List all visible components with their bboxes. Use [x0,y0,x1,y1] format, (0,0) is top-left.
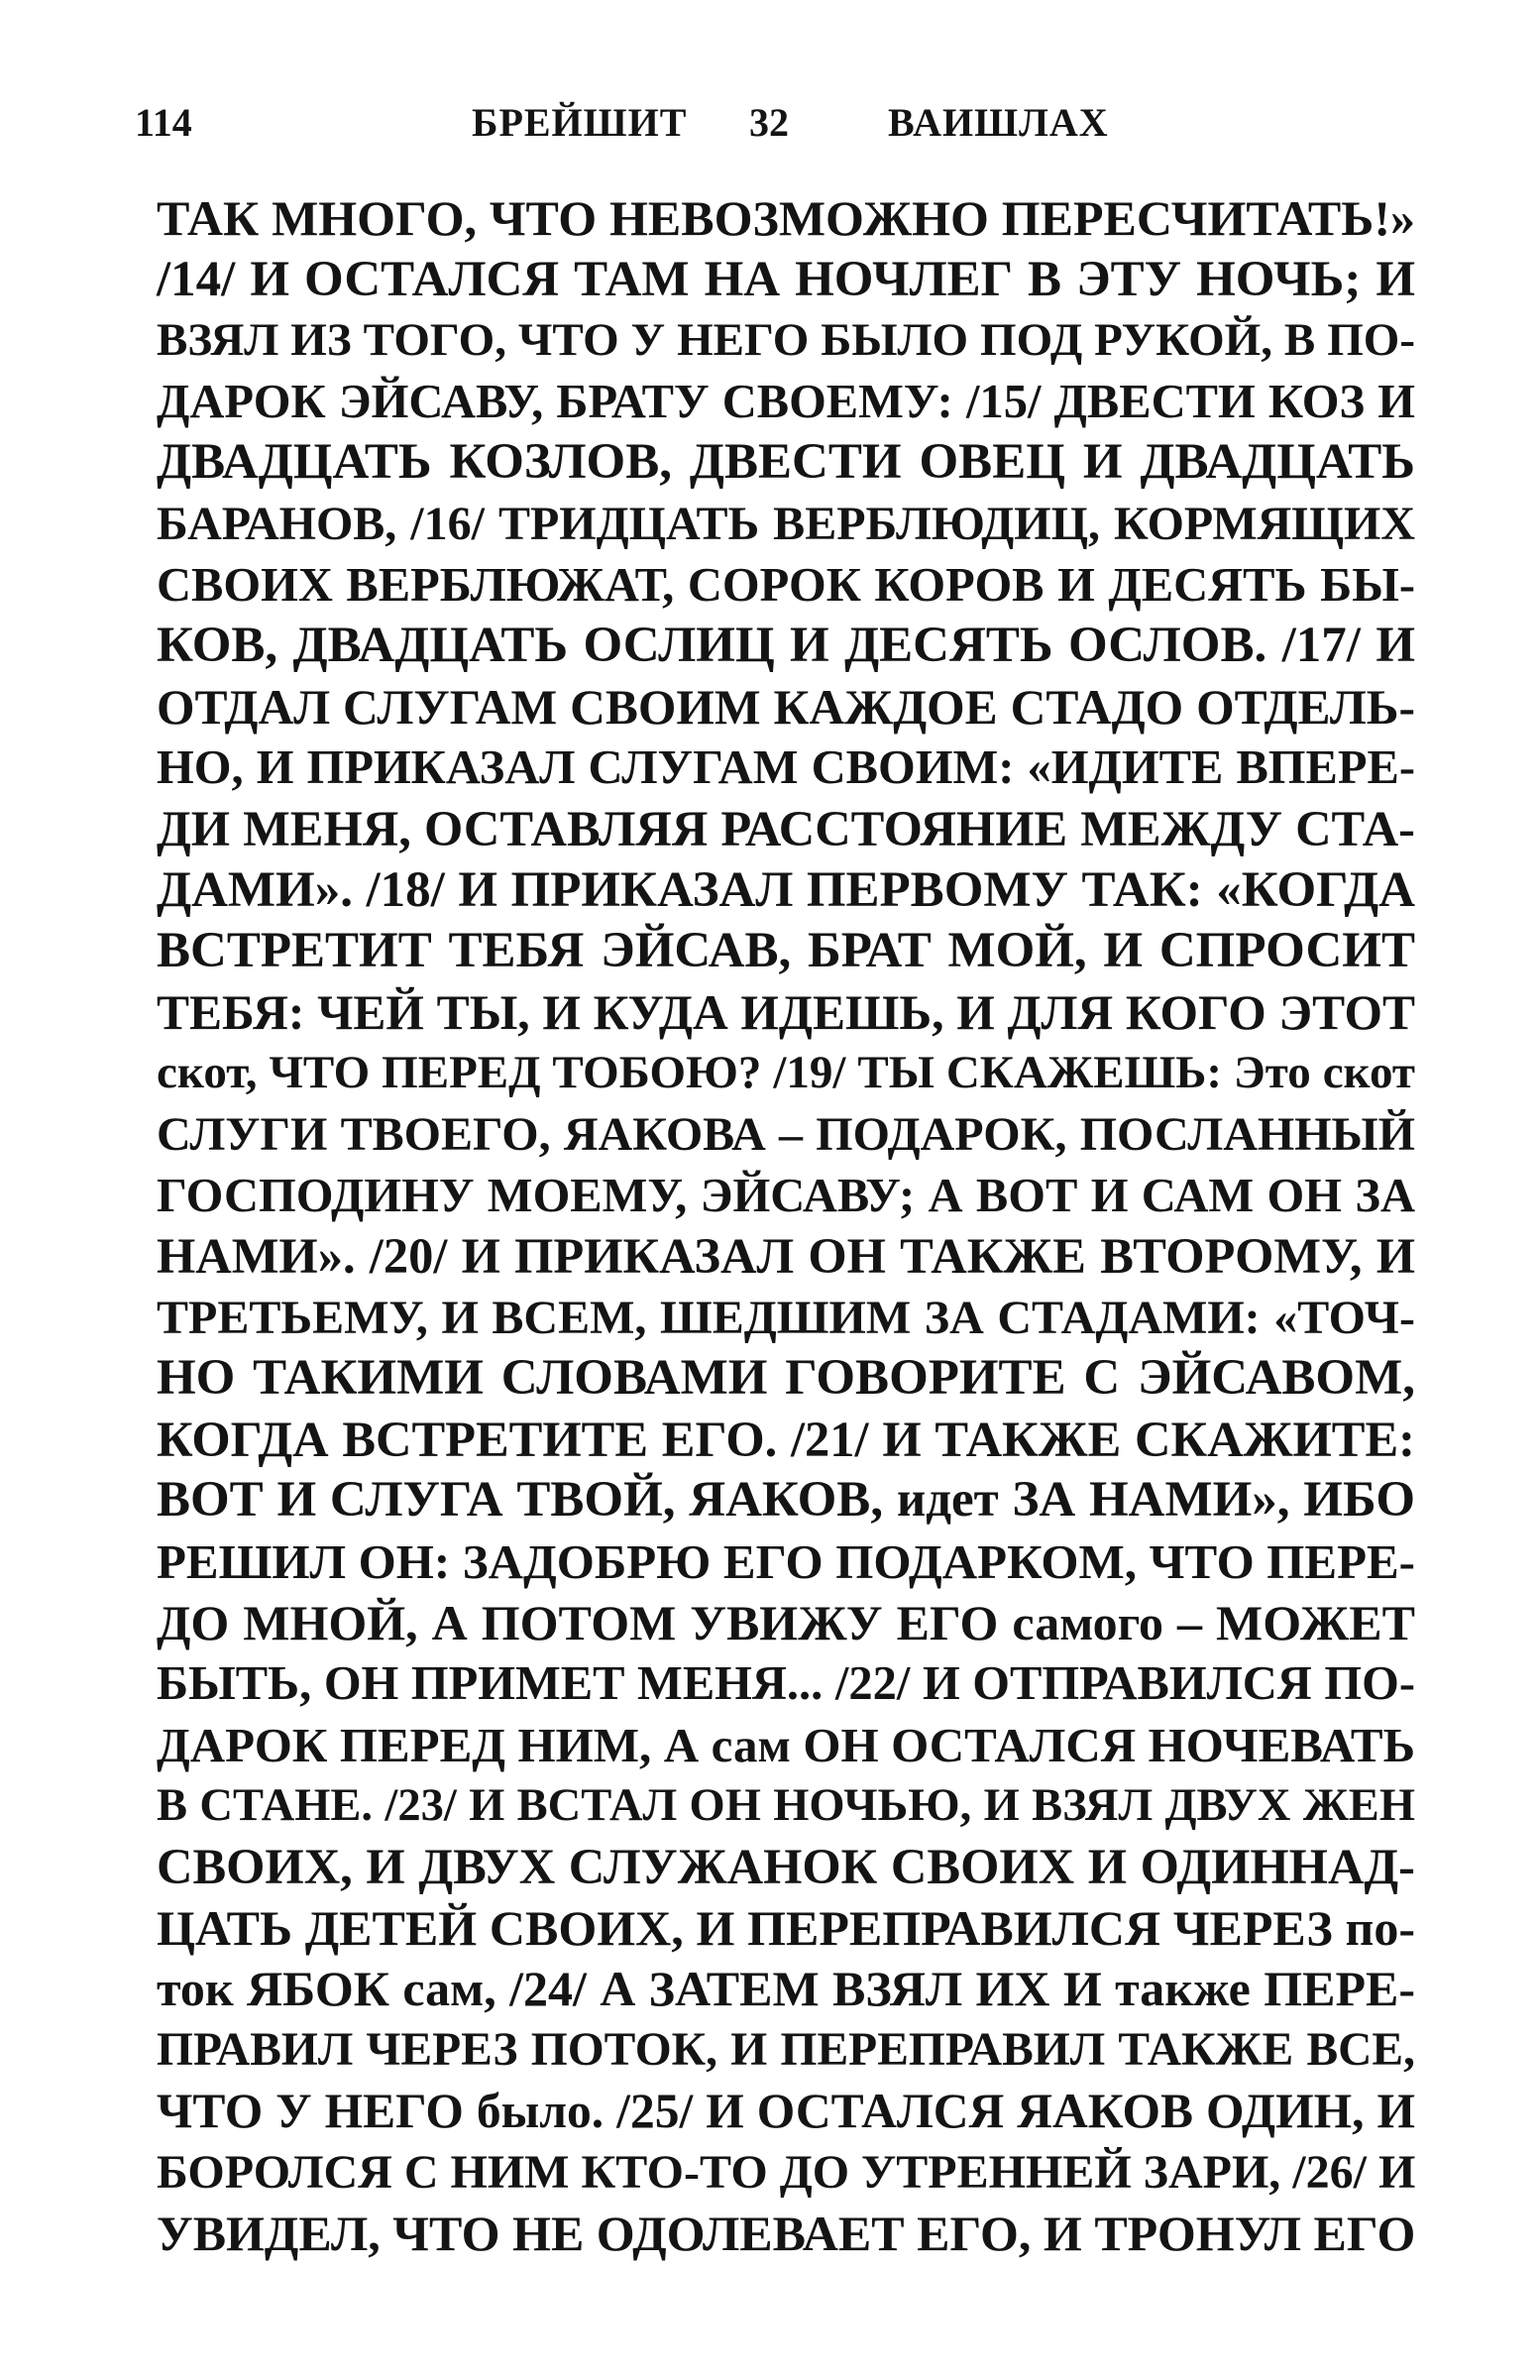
text-line: БАРАНОВ, /16/ ТРИДЦАТЬ ВЕРБЛЮДИЦ, КОРМЯЩИХ [157,497,1415,550]
text-line: ДАРОК ЭЙСАВУ, БРАТУ СВОЕМУ: /15/ ДВЕСТИ КОЗ И [157,375,1415,428]
text-line: КОГДА ВСТРЕТИТЕ ЕГО. /21/ И ТАКЖЕ СКАЖИТЕ: [157,1411,1415,1467]
text-line: НАМИ». /20/ И ПРИКАЗАЛ ОН ТАКЖЕ ВТОРОМУ, И [157,1228,1415,1285]
text-line: ПРАВИЛ ЧЕРЕЗ ПОТОК, И ПЕРЕПРАВИЛ ТАКЖЕ ВСЕ, [157,2023,1415,2076]
text-line: ДИ МЕНЯ, ОСТАВЛЯЯ РАССТОЯНИЕ МЕЖДУ СТА- [157,800,1415,856]
text-line: СВОИХ ВЕРБЛЮЖАТ, СОРОК КОРОВ И ДЕСЯТЬ БЫ- [157,558,1415,612]
chapter-number: 32 [749,100,789,145]
text-line: скот, ЧТО ПЕРЕД ТОБОЮ? /19/ ТЫ СКАЖЕШЬ: Это скот [157,1047,1415,1099]
text-line: ЦАТЬ ДЕТЕЙ СВОИХ, И ПЕРЕПРАВИЛСЯ ЧЕРЕЗ по- [157,1899,1415,1956]
text-line: ГОСПОДИНУ МОЕМУ, ЭЙСАВУ; А ВОТ И САМ ОН ЗА [157,1169,1415,1222]
text-line: ТАК МНОГО, ЧТО НЕВОЗМОЖНО ПЕРЕСЧИТАТЬ!» [157,190,1415,246]
book-title: БРЕЙШИТ [472,100,688,145]
text-line: ток ЯБОК сам, /24/ А ЗАТЕМ ВЗЯЛ ИХ И также ПЕРЕ- [157,1961,1415,2017]
running-header [135,99,1413,159]
text-line: ДАМИ». /18/ И ПРИКАЗАЛ ПЕРВОМУ ТАК: «КОГДА [157,861,1415,918]
page-number: 114 [135,100,192,145]
text-line: ВЗЯЛ ИЗ ТОГО, ЧТО У НЕГО БЫЛО ПОД РУКОЙ, В ПО- [157,314,1415,367]
text-line: ВСТРЕТИТ ТЕБЯ ЭЙСАВ, БРАТ МОЙ, И СПРОСИТ [157,923,1415,979]
text-line: В СТАНЕ. /23/ И ВСТАЛ ОН НОЧЬЮ, И ВЗЯЛ ДВУХ ЖЕН [157,1780,1415,1832]
text-line: БОРОЛСЯ С НИМ КТО-ТО ДО УТРЕННЕЙ ЗАРИ, /26/ И [157,2146,1416,2199]
text-line: ДАРОК ПЕРЕД НИМ, А сам ОН ОСТАЛСЯ НОЧЕВАТЬ [157,1717,1415,1772]
text-line: ОТДАЛ СЛУГАМ СВОИМ КАЖДОЕ СТАДО ОТДЕЛЬ- [157,679,1415,735]
text-line: СВОИХ, И ДВУХ СЛУЖАНОК СВОИХ И ОДИННАД- [157,1839,1415,1895]
text-line: НО ТАКИМИ СЛОВАМИ ГОВОРИТЕ С ЭЙСАВОМ, [157,1350,1415,1407]
text-line: БЫТЬ, ОН ПРИМЕТ МЕНЯ... /22/ И ОТПРАВИЛСЯ ПО- [157,1657,1415,1711]
text-line: ТЕБЯ: ЧЕЙ ТЫ, И КУДА ИДЕШЬ, И ДЛЯ КОГО ЭТОТ [157,984,1415,1040]
text-line: СЛУГИ ТВОЕГО, ЯАКОВА – ПОДАРОК, ПОСЛАННЫЙ [157,1107,1415,1161]
text-line: ВОТ И СЛУГА ТВОЙ, ЯАКОВ, идет ЗА НАМИ», ИБО [157,1472,1415,1529]
text-line: ТРЕТЬЕМУ, И ВСЕМ, ШЕДШИМ ЗА СТАДАМИ: «ТОЧ- [157,1291,1415,1344]
text-line: /14/ И ОСТАЛСЯ ТАМ НА НОЧЛЕГ В ЭТУ НОЧЬ; И [157,251,1415,307]
text-line: КОВ, ДВАДЦАТЬ ОСЛИЦ И ДЕСЯТЬ ОСЛОВ. /17/ И [157,618,1415,674]
body-text [157,188,1416,2261]
portion-title: ВАИШЛАХ [888,100,1109,145]
text-line: ЧТО У НЕГО было. /25/ И ОСТАЛСЯ ЯАКОВ ОДИН, И [157,2084,1415,2139]
text-line: ДВАДЦАТЬ КОЗЛОВ, ДВЕСТИ ОВЕЦ И ДВАДЦАТЬ [157,434,1415,491]
text-line: ДО МНОЙ, А ПОТОМ УВИЖУ ЕГО самого – МОЖЕТ [157,1594,1415,1650]
text-line: УВИДЕЛ, ЧТО НЕ ОДОЛЕВАЕТ ЕГО, И ТРОНУЛ ЕГО [157,2205,1416,2261]
text-line: НО, И ПРИКАЗАЛ СЛУГАМ СВОИМ: «ИДИТЕ ВПЕРЕ- [157,741,1415,795]
text-line: РЕШИЛ ОН: ЗАДОБРЮ ЕГО ПОДАРКОМ, ЧТО ПЕРЕ- [157,1534,1415,1590]
